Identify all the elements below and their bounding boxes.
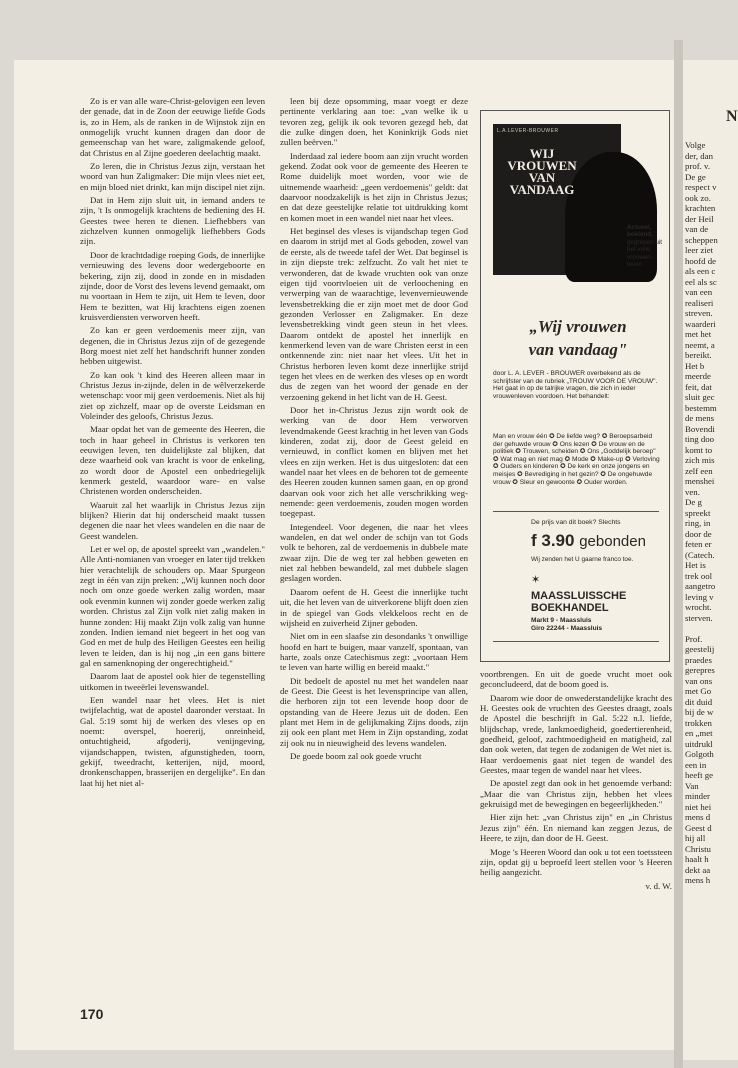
fragment-line: neemt, a bbox=[685, 339, 715, 350]
fragment-line: haalt h bbox=[685, 854, 709, 864]
fragment-line: krachten bbox=[685, 203, 716, 213]
fragment-line: en „met bbox=[685, 728, 713, 738]
fragment-line: leving v bbox=[685, 591, 714, 602]
paragraph: Waaruit zal het waarlijk in Christus Jezus zijn blijken? Hierin dat hij onderscheid maakt tussen degenen die naar het vlees wandelen en die naar de Geest wandelen. bbox=[80, 499, 265, 541]
fragment-line: ting doo bbox=[685, 434, 715, 444]
ad-headline-line1: „Wij vrouwen bbox=[529, 317, 627, 336]
fragment-line: niet hei bbox=[685, 801, 712, 812]
fragment-line: hij all bbox=[685, 833, 706, 843]
fragment-line: der, dan bbox=[685, 150, 713, 161]
fragment-line: ven. bbox=[685, 486, 700, 497]
text-column-right bbox=[480, 669, 672, 894]
page-gutter bbox=[674, 40, 683, 1068]
fragment-line: Van bbox=[685, 780, 699, 791]
paragraph: Integendeel. Voor degenen, die naar het vlees wandelen, en dat wel onder de schijn van tot Gods volk te behoren, zal de verdoemenis in dubbele mate zwaar zijn. Die de weg ter zal hebben geweten en niet zal hebben bewandeld, zal met dubbele slagen geslagen worden. bbox=[280, 521, 468, 584]
fragment-line: minder bbox=[685, 791, 710, 801]
price-intro: De prijs van dit boek? Slechts bbox=[531, 519, 621, 526]
paragraph: Daarom laat de apostel ook hier de tegenstelling uitkomen in tweeërlei levenswandel. bbox=[80, 671, 265, 692]
fragment-line: streven. bbox=[685, 308, 713, 318]
paragraph: Het beginsel des vleses is vijandschap tegen God en daarom in strijd met al Gods geboden, zowel van de eerste, als de tweede tafel der Wet. Dat beginsel is in zijn diepste trek: zelfzucht. Zo valt het niet te verwonderen, dat de kwade vruchten ook van onze eigen tijd voortvloeien uit de verloochening en verwerping van de waarachtige, levenvernieuwende levensbetrekking die er zijn moet met de door God gezonden Verlosser en Zaligmaker. En deze levensbetrekking vindt geen steun in het vlees. Daarom ontdekt de apostel het innerlijk en kenmerkend leven van de ware Christen eerst in een ontkennende zin: niet naar het vlees. Uit het in Christus herboren leven komt deze innerlijke strijd tegen het vlees en de werken des vleses op en wordt dus de zegen van het woord der genade en der verzoening gekend in het licht van de H. Geest. bbox=[280, 226, 468, 402]
fragment-line: als een c bbox=[685, 266, 716, 276]
fragment-line: feit, dat bbox=[685, 381, 712, 392]
paragraph: Daarom wie door de onwederstandelijke kracht des H. Geestes ook de vruchten des Geestes draagt, zoals de Apostel die beschrijft in Gal. 5:22 n.l. liefde, blijdschap, vrede, lankmoedigheid, goedertierenheid, goedheid, geloof, zachtmoedigheid en matigheid, zal dan ook weten, dat tegen de zodanigen de Wet niet is. Haar verdoemenis gaat niet tegen de wandel des Geestes, maar tegen de wandel naar het vlees. bbox=[480, 692, 672, 776]
fragment-line: De g bbox=[685, 497, 702, 507]
paragraph: Inderdaad zal iedere boom aan zijn vrucht worden gekend. Zodat ook voor de gemeente des Heeren te Rome duidelijk moet worden, voor wie de uitnemende waarheid: „geen verdoemenis" geldt: dat daarvoor noodzakelijk is het zijn in Christus Jezus; en dat deze geestelijke relatie tot uitdrukking komt en komen moet in een wandel niet naar het vlees. bbox=[280, 150, 468, 223]
fragment-line: bestemm bbox=[685, 402, 717, 413]
fragment-line: Bovendi bbox=[685, 423, 715, 434]
price: f 3.90 gebonden bbox=[531, 531, 646, 550]
fragment-line: van de bbox=[685, 224, 709, 234]
paragraph: Een wandel naar het vlees. Het is niet twijfelachtig, wat de apostel daaronder verstaat. In Gal. 5:19 somt hij de werken des vleses op en noemt: overspel, hoererij, onreinheid, ontuchtigheid, afgoderij, venijngeving, vijandschappen, twisten, afgunstigheden, toorn, gekijf, tweedracht, ketterijen, nijd, moord, dronkenschappen, brasserijen en dergelijke". En dan laat hij het niet al- bbox=[80, 694, 265, 788]
divider bbox=[493, 511, 659, 512]
paragraph: Hier zijn het: „van Christus zijn" en „in Christus Jezus zijn" één. En niemand kan zeggen Jezus, de Heere, te zijn, dan door de H. Geest. bbox=[480, 812, 672, 844]
fragment-line: respect v bbox=[685, 182, 717, 192]
fragment-line: leer ziet bbox=[685, 245, 714, 255]
fragment-line: Prof. bbox=[685, 633, 703, 644]
fragment-line: Christu bbox=[685, 843, 711, 854]
paragraph: Zo leren, die in Christus Jezus zijn, verstaan het woord van hun Zaligmaker: Die mijn vlees niet eet, en mijn bloed niet drinkt, kan mijn discipel niet zijn. bbox=[80, 161, 265, 192]
paragraph: leen bij deze opsomming, maar voegt er deze pertinente verklaring aan toe: „van welke ik u tevoren zeg, gelijk ik ook tevoren gezegd heb, dat die zulke dingen doen, het Koninkrijk Gods niet zullen beërven." bbox=[280, 96, 468, 148]
fragment-line: met Go bbox=[685, 686, 712, 696]
paragraph: Door het in-Christus Jezus zijn wordt ook de werking van de door Hem verworven levendmakende Geest krachtig in het leven van Gods kinderen, zodat zij, door de Geest geleid en vernieuwd, in conflict komen en blijven met het vlees en zijn werken. Het is dus uitgesloten: dat een wandel naar het vlees en de behoren tot de gemeente des Heeren zouden kunnen samen gaan, en op grond daarvan ook voor zich het alle verschrikking weg-nemende: geen verdoemenis, zouden mogen worden toegepast. bbox=[280, 404, 468, 519]
order-note: Wij zenden het U gaarne franco toe. bbox=[531, 556, 634, 563]
fragment-line: uitdrukl bbox=[685, 738, 713, 749]
fragment-line: scheppen bbox=[685, 234, 718, 245]
text-column-left bbox=[80, 96, 265, 791]
fragment-line: Het b bbox=[685, 360, 705, 371]
paragraph: Dat in Hem zijn sluit uit, in iemand anders te zijn, 't Is onmogelijk krachtens de bediening des H. Geestes twee heren te dienen. Liefhebbers van zichzelven kunnen onmogelijk liefhebbers Gods zijn. bbox=[80, 195, 265, 247]
fragment-line: dekt aa bbox=[685, 864, 711, 875]
fragment-line: dit duid bbox=[685, 696, 713, 707]
paragraph: Moge 's Heeren Woord dan ook u tot een toetssteen zijn, opdat gij u beproefd leert stellen voor 's Heeren heilig aangezicht. bbox=[480, 846, 672, 878]
fragment-line: menshei bbox=[685, 476, 715, 486]
fragment-line: realiseri bbox=[685, 297, 714, 308]
fragment-line: mens h bbox=[685, 875, 711, 885]
fragment-line: wrocht. bbox=[685, 602, 712, 612]
fragment-line: de mens bbox=[685, 413, 715, 423]
paragraph: voortbrengen. En uit de goede vrucht moet ook geconcludeerd, dat de boom goed is. bbox=[480, 669, 672, 690]
text-column-middle bbox=[280, 96, 468, 764]
fragment-line: met het bbox=[685, 329, 712, 339]
fragment-line: (Catech. bbox=[685, 549, 715, 560]
fragment-line: zelf een bbox=[685, 465, 713, 476]
paragraph: Let er wel op, de apostel spreekt van „wandelen." Alle Anti-nomianen van vroeger en later tijd trekken hier verachtelijk de schouders op. Maar Spurgeon zegt in één van zijn preken: „Wij kunnen noch door noch om onze goede werken zalig worden, maar ook evenmin kunnen wij zonder goede werken zalig worden. Christus zal Zijn volk niet zalig maken in hunne zonden: Hij maakt Zijn volk zalig van hunne zonden. Indien iemand niet begeert in het oog van God en met de hulp des Heiligen Geestes een heilig leven te leiden, dan is hij nog „in een gans bittere gal en samenknoping der ongerechtigheid." bbox=[80, 544, 265, 668]
paragraph: Maar opdat het van de gemeente des Heeren, die toch in haar geheel in Christus is verkoren ten eeuwigen leven, ten duidelijkste zal blijken, dat deze waarheid ook van kracht is voor de enkeling, zo wordt door de Apostel een onbedriegelijk kenmerk gesteld, waardoor ware- en valse Christenen worden onderscheiden. bbox=[80, 424, 265, 497]
fragment-line: geestelij bbox=[685, 644, 715, 654]
fragment-line: heeft ge bbox=[685, 770, 714, 780]
paragraph: De apostel zegt dan ook in het genoemde verband: „Maar die van Christus zijn, hebben het vlees gekruisigd met de bewegingen en begeerlijkheden." bbox=[480, 778, 672, 810]
paragraph: Door de krachtdadige roeping Gods, de innerlijke vernieuwing des levens door wedergeboorte en bekering, zijn zij, dood in zonde en in misdaden zijnde, door de Vorst des levens levend gemaakt, om nu voortaan in Hem te zijn, uit Hem te leven, door Hem te bezitten, wat Hij krachtens eigen zoenen kruisverdiensten verworven heeft. bbox=[80, 249, 265, 322]
paragraph: Zo kan ook 't kind des Heeren alleen maar in Christus Jezus in-zijnde, delen in de wêlverzekerde wetenschap: voor mij geen verdoemenis. Niet als hij ziet op zichzelf, maar op de overste Leidsman en Voleinder des geloofs, Christus Jezus. bbox=[80, 369, 265, 421]
book-cover bbox=[493, 124, 621, 275]
fragment-line: trokken bbox=[685, 717, 712, 728]
fragment-line: van ons bbox=[685, 675, 713, 686]
fragment-line: spreekt bbox=[685, 507, 711, 518]
fragment-line: aangetro bbox=[685, 581, 716, 591]
book-advertisement bbox=[480, 110, 670, 662]
fragment-line: trek ool bbox=[685, 570, 713, 581]
fragment-line: meerde bbox=[685, 371, 711, 381]
fragment-line: waarderi bbox=[685, 318, 716, 329]
fragment-line: feten er bbox=[685, 539, 712, 549]
fragment-line: Het is bbox=[685, 560, 706, 570]
book-blurb: Actueel, boeiend, gegrepen uit het volle vrouwen-leven bbox=[627, 224, 663, 269]
shop-name: MAASSLUISSCHE BOEKHANDEL bbox=[531, 590, 627, 614]
fragment-line: praedes bbox=[685, 654, 712, 665]
fragment-line: der Heil bbox=[685, 213, 714, 224]
fragment-line: Golgoth bbox=[685, 749, 714, 759]
star-icon: ✶ bbox=[531, 574, 541, 586]
fragment-line: prof. v. bbox=[685, 161, 711, 171]
fragment-line: hoofd de bbox=[685, 255, 717, 266]
cover-author: L.A.LEVER-BROUWER bbox=[497, 128, 559, 134]
paragraph: Zo kan er geen verdoemenis meer zijn, van degenen, die in Christus Jezus zijn of de gezegende Borg moest niet zelf het handschrift hunner zonden hebben uitgewist. bbox=[80, 325, 265, 367]
shop-address: Markt 9 - Maassluis Giro 22244 - Maassluis bbox=[531, 617, 603, 632]
cover-title: WIJ VROUWEN VAN VANDAAG bbox=[507, 146, 577, 197]
fragment-line: door de bbox=[685, 528, 712, 539]
paragraph: Niet om in een slaafse zin desondanks 't onwillige hoofd en hart te buigen, maar vanzelf, spontaan, van harte, zoals onze Catechismus zegt: „voortaan Hem te leven van harte willig en bereid maakt." bbox=[280, 631, 468, 673]
divider bbox=[493, 641, 659, 642]
next-page-title-fragment: N bbox=[726, 108, 738, 125]
fragment-line: ring, in bbox=[685, 518, 711, 528]
paragraph: Dit bedoelt de apostel nu met het wandelen naar de Geest. Die Geest is het levensprincipe van allen, die herboren zijn tot een levende hoop door de opstanding van de Heere Jezus uit de doden. Een plant met Hem in de gelijkmaking Zijns doods, zijn zij ook een plant met Hem in Zijn opstanding, zodat zij ook nu in nieuwigheid des levens wandelen. bbox=[280, 675, 468, 748]
ad-description: door L. A. LEVER - BROUWER overbekend als de schrijfster van de rubriek „TROUW VOOR DE VROUW". Het gaat in op de talrijke vragen, die zich in ieder vrouwenleven voordoen. Het behandelt: bbox=[493, 370, 658, 400]
fragment-line: sluit gec bbox=[685, 392, 715, 402]
paragraph: Daarom oefent de H. Geest die innerlijke tucht uit, die het leven van de uitverkorene blijft doen zien in de spiegel van Gods vlekkeloos recht en de wijsheid en zuiverheid Zijner geboden. bbox=[280, 586, 468, 628]
fragment-line: mens d bbox=[685, 812, 711, 822]
fragment-line: gerepres bbox=[685, 665, 715, 675]
fragment-line: een in bbox=[685, 759, 707, 770]
fragment-line: van een bbox=[685, 287, 713, 297]
author-signoff: v. d. W. bbox=[645, 880, 672, 891]
fragment-line: bij de w bbox=[685, 707, 714, 717]
fragment-line: komt to bbox=[685, 444, 713, 455]
fragment-line: De ge bbox=[685, 171, 706, 182]
page-number: 170 bbox=[80, 1006, 104, 1022]
fragment-line: bereikt. bbox=[685, 350, 712, 360]
paragraph: De goede boom zal ook goede vrucht bbox=[290, 750, 422, 761]
ad-headline-line2: van vandaag" bbox=[528, 340, 628, 359]
ad-topics: Man en vrouw één ✪ De liefde weg? ✪ Beroepsarbeid der gehuwde vrouw ✪ Ons lezen ✪ De vrouw en de politiek ✪ Trouwen, scheiden ✪ Ons „Goddelijk beroep" ✪ Wat mag en niet mag ✪ Mode ✪ Make-up ✪ Verloving ✪ Ouders en kinderen ✪ De kerk en onze jongens en meisjes ✪ Bevrediging in het gezin? ✪ De ongehuwde vrouw ✪ Sleur en gewoonte ✪ Ouder worden. bbox=[493, 433, 660, 486]
paragraph: Zo is er van alle ware-Christ-gelovigen een leven der genade, dat in de Zoon der eeuwige liefde Gods is, zo in Hem, als de ranken in de Wijnstok zijn en onmogelijk vrucht kunnen dragen dan door de gemeenschap van het ware, zaligmakende geloof, dat Christus en al Zijne goederen deelachtig maakt. bbox=[80, 96, 265, 158]
fragment-line: ook zo. bbox=[685, 192, 711, 203]
fragment-line: sterven. bbox=[685, 612, 713, 623]
fragment-line: zich mis bbox=[685, 455, 715, 465]
fragment-line: Geest d bbox=[685, 822, 712, 833]
fragment-line: Volge bbox=[685, 140, 706, 150]
fragment-line: eel als sc bbox=[685, 276, 717, 287]
